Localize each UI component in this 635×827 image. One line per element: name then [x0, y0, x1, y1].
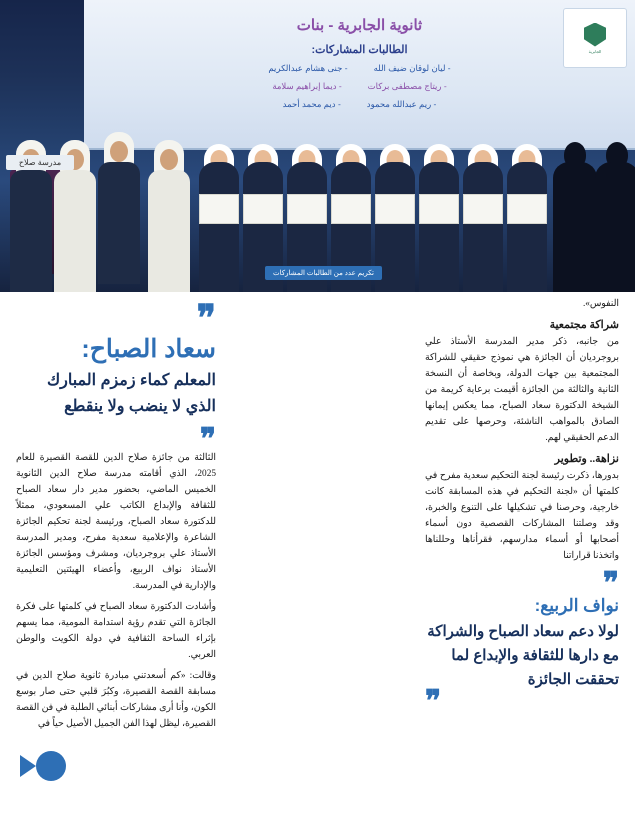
participant-name: - ليان لوقان ضيف الله: [373, 63, 451, 73]
pullquote-souad: [16, 298, 216, 420]
quote-attribution: سعاد الصباح:: [81, 335, 216, 363]
photo-side-tag: مدرسة صلاح: [6, 155, 74, 170]
page-marker-arrow-icon: [20, 755, 36, 777]
article-body: [0, 292, 635, 827]
quote-open-icon: ❞: [196, 298, 216, 338]
quote-attribution: نواف الربيع:: [534, 596, 619, 615]
subheading-community: شراكة مجتمعية: [549, 319, 619, 331]
slide-row-2: [102, 81, 617, 92]
participant-name: - جنى هشام عبدالكريم: [268, 63, 348, 73]
pullquote-nawaf: [425, 567, 619, 718]
column-left: [16, 292, 216, 737]
subheading-integrity: نزاهة.. وتطوير: [554, 453, 619, 465]
photo-caption: تكريم عدد من الطالبات المشاركات: [265, 266, 382, 280]
quote-close-icon: ❞: [425, 685, 442, 718]
paragraph-award-details: الثالثة من جائزة صلاح الدين للقصة القصيرة للعام 2025، الذي أقامته مدرسة صلاح الدين الثانوية الخميس الماضي، بحضور مدير دار سعاد الصباح للثقافة والإبداع الكاتب علي المسعودي، ممثلاً للدكتورة سعاد الصباح، ورئيسة لجنة تحكيم الجائزة الشاعرة والإعلامية سعدية مفرح، ومدير المدرسة الأستاذ علي بروجرديان، ومشرف ومؤسس الجائزة الأستاذ نواف الربيع، وأعضاء الهيئتين التعليمية والإدارية في المدرسة.: [16, 453, 216, 591]
school-logo: [563, 8, 627, 68]
paragraph-integrity: بدورها، ذكرت رئيسة لجنة التحكيم سعدية مفرح في كلمتها أن «لجنة التحكيم في هذه المسابقة كانت خارجية، وحرصنا في تشكيلها على التنوع والخبرة، وقد وصلتنا المشاركات القصصية دون أسماء أصحابها أو أسماء مدارسهم، فقرأناها وحللناها واتخذنا قراراتنا: [425, 471, 619, 561]
slide-title: ثانوية الجابرية - بنات: [296, 17, 423, 34]
participant-name: - ديم محمد أحمد: [282, 99, 341, 109]
paragraph-praise: وأشادت الدكتورة سعاد الصباح في كلمتها على فكرة الجائزة التي تقدم رؤية استدامة المومية، مما يسهم بإثراء الساحة الثقافية في دولة الكويت والوطن العربي.: [16, 602, 216, 660]
paragraph-community: من جانبه، ذكر مدير المدرسة الأستاذ علي بروجرديان أن الجائزة هي نموذج حقيقي للشراكة المجتمعية بين جهات الدولة، وبخاصة أن النسخة الثانية والثالثة من الجائزة أقيمت برعاية كريمة من الشيخة الدكتورة سعاد الصباح، مما يعكس إيمانها الصادق بالمواهب الناشئة، وحرصها على تقديم الدعم الحقيقي لهم.: [425, 337, 619, 443]
participant-name: - ريم عبدالله محمود: [366, 99, 437, 109]
slide-row-3: [102, 99, 617, 110]
quote-text: المعلم كماء زمزم المبارك الذي لا ينضب ولا ينقطع: [46, 372, 216, 415]
page-marker-circle: [36, 751, 66, 781]
slide-row-1: [102, 63, 617, 74]
paragraph-statement: وقالت: «كم أسعدتني مبادرة ثانوية صلاح الدين في مسابقة القصة القصيرة، وكبُرَ قلبي حتى صار بوسع الكون، وأنا أرى مشاركات أبنائي الطلبة في فن القصة القصيرة، ليظل لهذا الفن الجميل الأصيل حياً في: [16, 671, 216, 729]
logo-emblem-icon: [584, 23, 606, 47]
quote-text: لولا دعم سعاد الصباح والشراكة مع دارها للثقافة والإبداع لما تحققت الجائزة: [427, 623, 619, 688]
page-marker: [0, 751, 66, 781]
participant-name: - ريتاج مصطفى بركات: [367, 81, 447, 91]
logo-label: الجابرية: [588, 48, 602, 54]
lead-text: النفوس».: [582, 299, 619, 309]
quote-mark-icon: ❞: [199, 423, 216, 456]
column-right: [425, 292, 619, 720]
quote-open-icon: ❞: [602, 567, 619, 600]
slide-subtitle: الطالبات المشاركات:: [311, 44, 408, 56]
event-photo: [0, 0, 635, 292]
participant-name: - ديما إبراهيم سلامة: [272, 81, 342, 91]
